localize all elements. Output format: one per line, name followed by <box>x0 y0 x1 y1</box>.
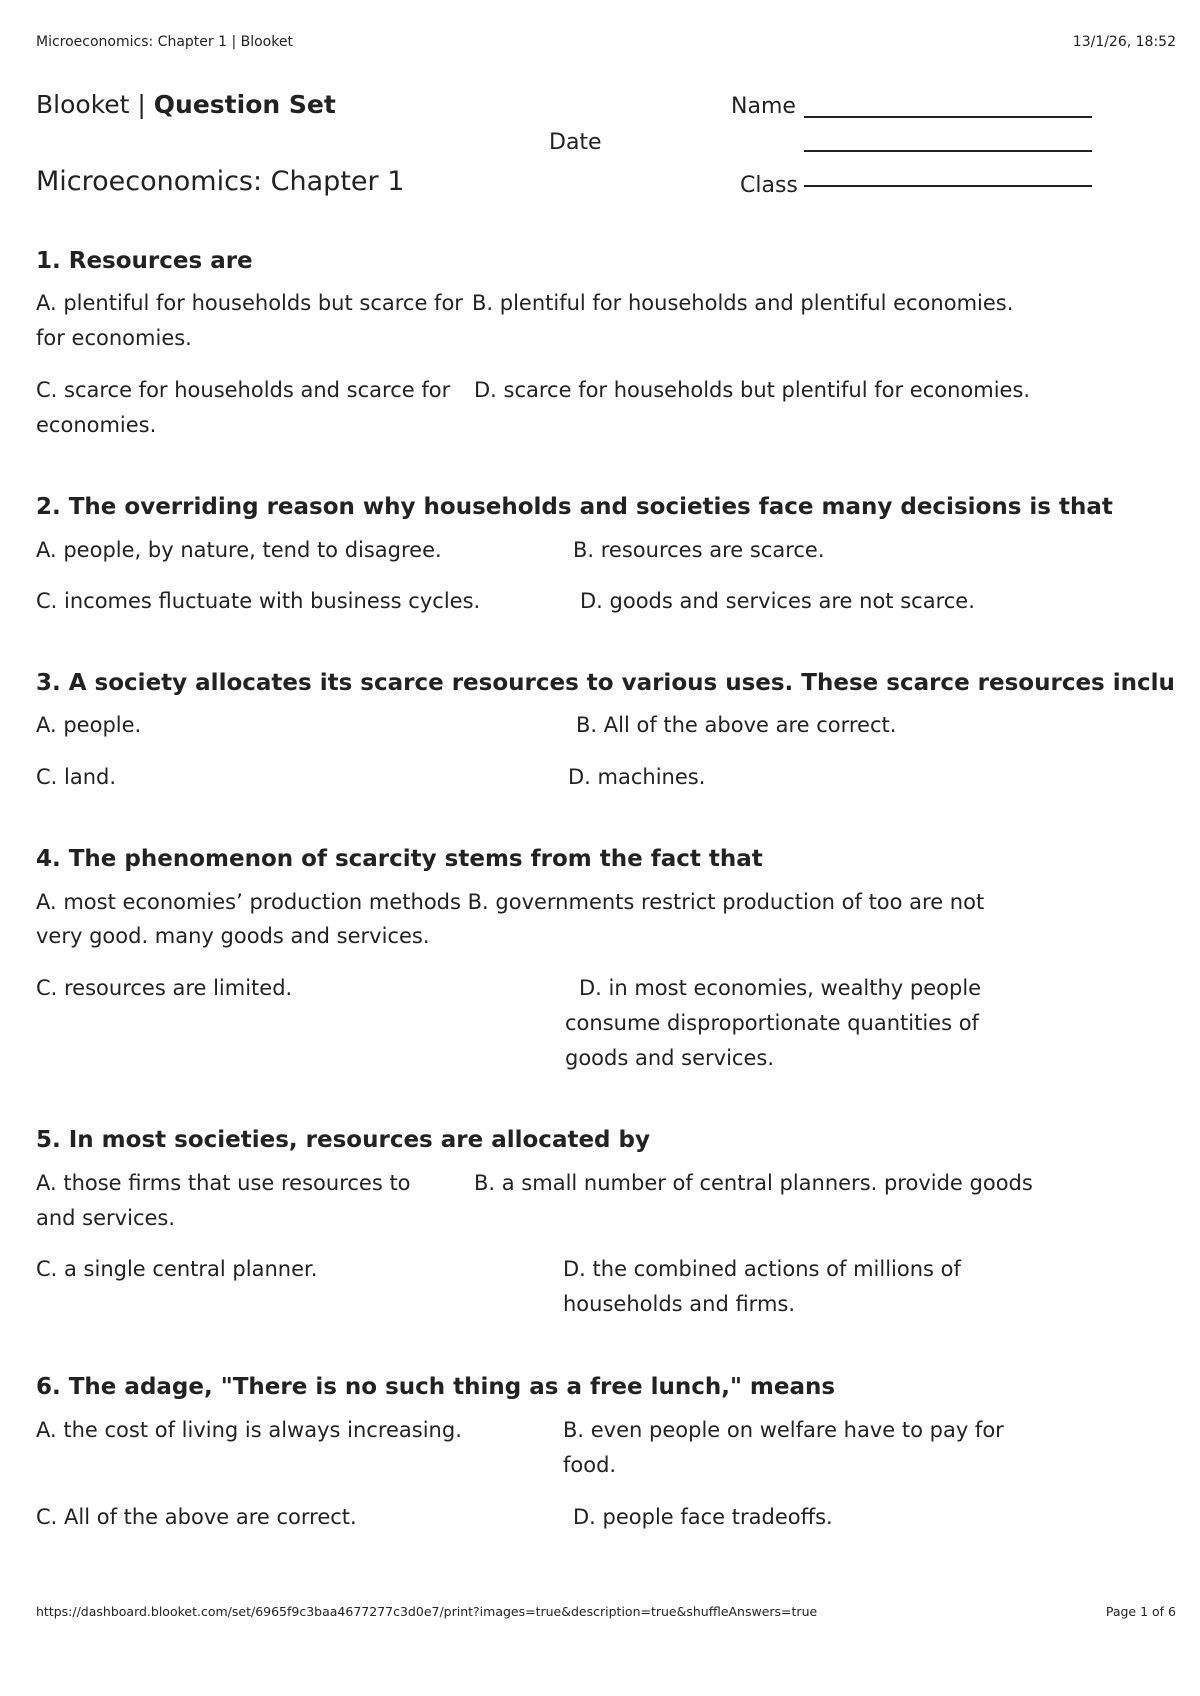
answer-d[interactable]: D. machines. <box>568 765 706 789</box>
question-text: 5. In most societies, resources are allocated by <box>36 1127 650 1153</box>
question-text: 4. The phenomenon of scarcity stems from the fact that <box>36 846 763 872</box>
print-footer-page: Page 1 of 6 <box>1105 1604 1176 1619</box>
answer-d-cont: goods and services. <box>565 1046 774 1070</box>
answer-a-cont: very good. many goods and services. <box>36 924 430 948</box>
answer-d[interactable]: D. in most economies, wealthy people <box>579 976 982 1000</box>
print-header-datetime: 13/1/26, 18:52 <box>1072 34 1176 50</box>
answer-b[interactable]: B. a small number of central planners. provide goods <box>474 1171 1033 1195</box>
answer-c[interactable]: C. a single central planner. <box>36 1257 318 1281</box>
answer-b[interactable]: B. even people on welfare have to pay for <box>563 1418 1004 1442</box>
answer-d-cont: consume disproportionate quantities of <box>565 1011 979 1035</box>
answer-c-cont: economies. <box>36 413 157 437</box>
question-text: 6. The adage, "There is no such thing as a free lunch," means <box>36 1374 836 1400</box>
answer-c[interactable]: C. All of the above are correct. <box>36 1505 357 1529</box>
answer-c[interactable]: C. scarce for households and scarce for <box>36 378 451 402</box>
print-footer-url[interactable]: https://dashboard.blooket.com/set/6965f9c3baa4677277c3d0e7/print?images=true&description=true&shuffleAnswers=true <box>36 1604 818 1619</box>
answer-a-cont: for economies. <box>36 326 192 350</box>
question-text: 2. The overriding reason why households and societies face many decisions is that <box>36 494 1113 520</box>
answer-c[interactable]: C. land. <box>36 765 117 789</box>
answer-d[interactable]: D. scarce for households but plentiful for economies. <box>474 378 1031 402</box>
name-label: Name <box>731 94 796 119</box>
brand-subtitle: Question Set <box>153 90 336 119</box>
answer-b[interactable]: B. plentiful for households and plentiful economies. <box>472 291 1014 315</box>
answer-a[interactable]: A. most economies’ production methods B. governments restrict production of too are not <box>36 890 985 914</box>
answer-b-cont: food. <box>563 1453 617 1477</box>
answer-b[interactable]: B. All of the above are correct. <box>576 713 897 737</box>
answer-d-cont: households and firms. <box>563 1292 796 1316</box>
answer-c[interactable]: C. resources are limited. <box>36 976 293 1000</box>
answer-a[interactable]: A. people, by nature, tend to disagree. <box>36 538 442 562</box>
name-field-line[interactable] <box>804 116 1092 118</box>
brand-header <box>36 90 336 119</box>
page-title: Microeconomics: Chapter 1 <box>36 166 405 197</box>
class-field-line[interactable] <box>804 185 1092 187</box>
answer-b[interactable]: B. resources are scarce. <box>573 538 825 562</box>
answer-a[interactable]: A. people. <box>36 713 142 737</box>
answer-a[interactable]: A. plentiful for households but scarce for <box>36 291 463 315</box>
answer-d[interactable]: D. goods and services are not scarce. <box>580 589 975 613</box>
answer-a-cont: and services. <box>36 1206 176 1230</box>
class-label: Class <box>740 173 798 198</box>
answer-a[interactable]: A. the cost of living is always increasing. <box>36 1418 462 1442</box>
answer-c[interactable]: C. incomes fluctuate with business cycles. <box>36 589 481 613</box>
question-text: 1. Resources are <box>36 248 253 274</box>
brand-name: Blooket | <box>36 90 146 119</box>
answer-a[interactable]: A. those firms that use resources to <box>36 1171 411 1195</box>
answer-d[interactable]: D. the combined actions of millions of <box>563 1257 961 1281</box>
question-text: 3. A society allocates its scarce resources to various uses. These scarce resources inclu <box>36 670 1175 696</box>
answer-d[interactable]: D. people face tradeoffs. <box>573 1505 833 1529</box>
date-label: Date <box>549 130 602 155</box>
date-field-line[interactable] <box>804 150 1092 152</box>
print-header-title: Microeconomics: Chapter 1 | Blooket <box>36 34 293 50</box>
